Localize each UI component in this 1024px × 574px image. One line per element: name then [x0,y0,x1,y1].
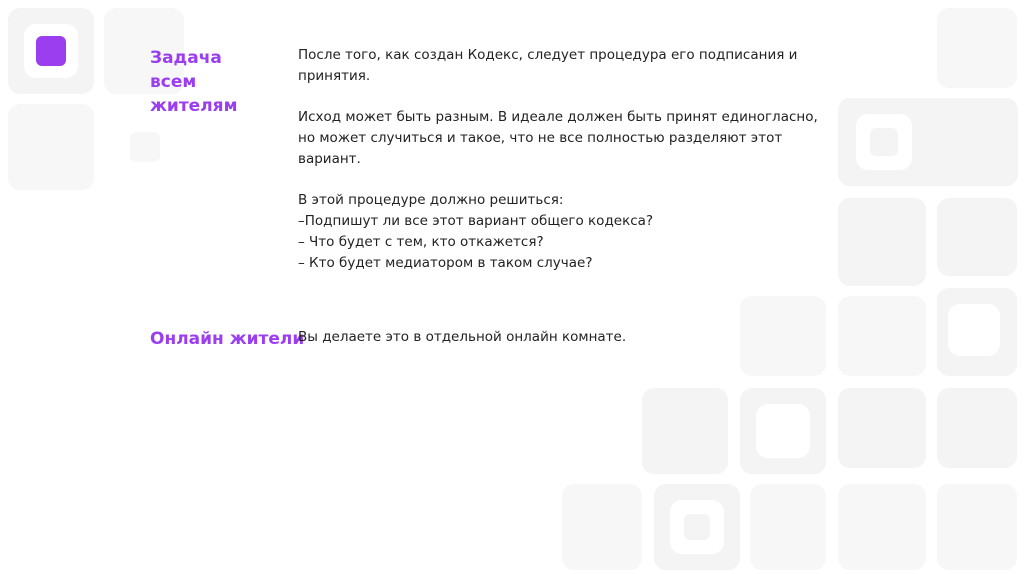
decor-tile [937,388,1017,468]
decor-tile [838,296,926,376]
paragraph-online-room: Вы делаете это в отдельной онлайн комнате. [298,329,627,345]
question-item: – Что будет с тем, кто откажется? [298,234,544,250]
decor-tile [8,104,94,190]
decor-tile-inner [756,404,810,458]
question-list [298,190,818,274]
decor-tile-inner [948,304,1000,356]
decor-tile [838,198,926,286]
decor-tile [937,484,1017,570]
decor-tile [937,198,1017,276]
decor-tile [870,128,898,156]
decor-tile [750,484,826,570]
decor-tile [642,388,728,474]
accent-square [36,36,66,66]
decor-tile [684,514,710,540]
question-item: –Подпишут ли все этот вариант общего кодекса? [298,213,654,229]
paragraph-outcome: Исход может быть разным. В идеале должен быть принят единогласно, но может случиться и такое, что не все полностью разделяют этот вариант. [298,109,818,167]
section-heading-online: Онлайн жители [150,329,305,349]
decor-tile [562,484,642,570]
decor-tile [937,8,1017,88]
section-heading-task: Задача всем жителям [150,48,238,116]
decor-tile [838,388,926,468]
question-item: – Кто будет медиатором в таком случае? [298,255,593,271]
decor-tile [838,484,926,570]
paragraph-signing: После того, как создан Кодекс, следует процедура его подписания и принятия. [298,47,798,84]
decor-tile [130,132,160,162]
question-list-intro: В этой процедуре должно решиться: [298,192,564,208]
